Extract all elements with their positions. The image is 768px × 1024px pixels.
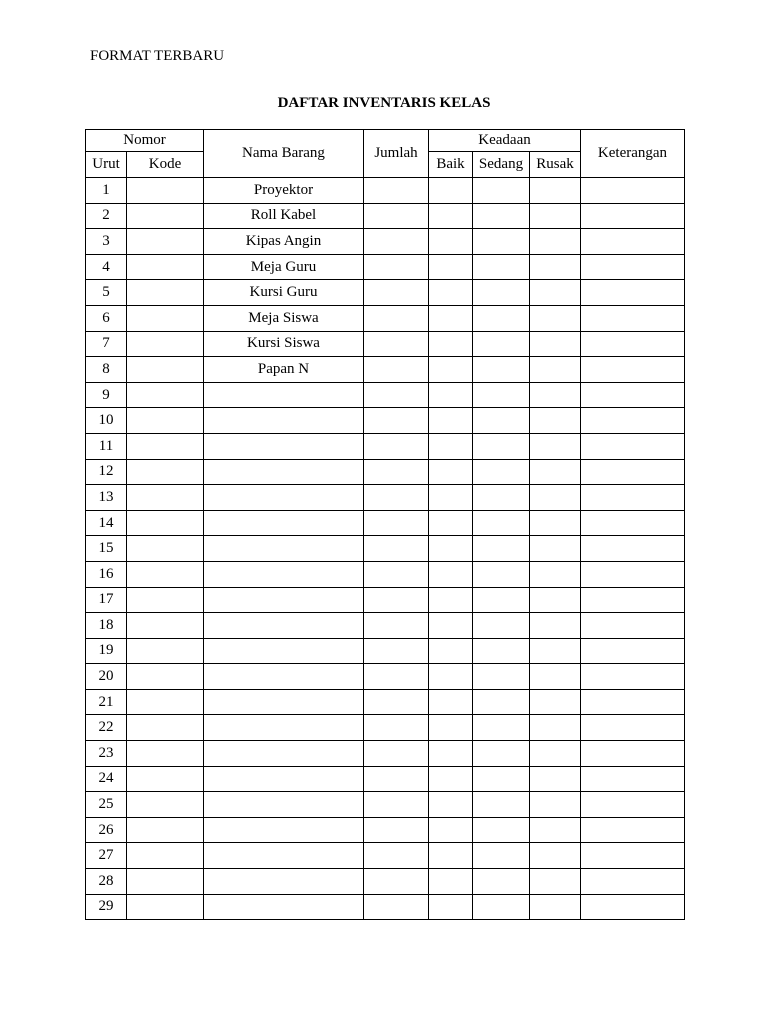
cell-keterangan: [581, 459, 685, 485]
cell-rusak: [530, 664, 581, 690]
cell-keterangan: [581, 715, 685, 741]
cell-jumlah: [364, 280, 429, 306]
cell-sedang: [473, 843, 530, 869]
table-header: [86, 130, 685, 178]
cell-kode: [127, 459, 204, 485]
cell-urut: 3: [86, 229, 127, 255]
cell-sedang: [473, 357, 530, 383]
cell-sedang: [473, 741, 530, 767]
cell-baik: [429, 178, 473, 204]
inventory-table: [85, 129, 685, 920]
cell-jumlah: [364, 766, 429, 792]
header-baik: Baik: [429, 152, 473, 178]
cell-keterangan: [581, 561, 685, 587]
cell-keterangan: [581, 587, 685, 613]
table-row: [86, 203, 685, 229]
cell-nama-barang: Meja Guru: [204, 254, 364, 280]
cell-nama-barang: [204, 741, 364, 767]
cell-baik: [429, 229, 473, 255]
table-row: [86, 305, 685, 331]
cell-rusak: [530, 689, 581, 715]
cell-urut: 21: [86, 689, 127, 715]
cell-keterangan: [581, 613, 685, 639]
cell-nama-barang: [204, 587, 364, 613]
cell-rusak: [530, 203, 581, 229]
cell-jumlah: [364, 843, 429, 869]
cell-rusak: [530, 613, 581, 639]
cell-baik: [429, 485, 473, 511]
cell-jumlah: [364, 587, 429, 613]
cell-sedang: [473, 459, 530, 485]
cell-baik: [429, 664, 473, 690]
table-row: [86, 485, 685, 511]
cell-urut: 7: [86, 331, 127, 357]
cell-kode: [127, 408, 204, 434]
table-row: [86, 869, 685, 895]
cell-rusak: [530, 280, 581, 306]
cell-sedang: [473, 254, 530, 280]
cell-kode: [127, 178, 204, 204]
cell-rusak: [530, 382, 581, 408]
cell-jumlah: [364, 561, 429, 587]
cell-kode: [127, 229, 204, 255]
cell-keterangan: [581, 689, 685, 715]
table-row: [86, 254, 685, 280]
cell-keterangan: [581, 510, 685, 536]
cell-rusak: [530, 459, 581, 485]
cell-urut: 4: [86, 254, 127, 280]
cell-rusak: [530, 817, 581, 843]
cell-urut: 1: [86, 178, 127, 204]
cell-keterangan: [581, 357, 685, 383]
cell-jumlah: [364, 741, 429, 767]
cell-keterangan: [581, 331, 685, 357]
cell-kode: [127, 613, 204, 639]
table-row: [86, 561, 685, 587]
cell-sedang: [473, 817, 530, 843]
cell-baik: [429, 689, 473, 715]
cell-kode: [127, 536, 204, 562]
cell-kode: [127, 587, 204, 613]
cell-jumlah: [364, 408, 429, 434]
cell-jumlah: [364, 485, 429, 511]
cell-baik: [429, 638, 473, 664]
cell-urut: 27: [86, 843, 127, 869]
cell-jumlah: [364, 792, 429, 818]
cell-nama-barang: Meja Siswa: [204, 305, 364, 331]
cell-sedang: [473, 792, 530, 818]
cell-rusak: [530, 843, 581, 869]
cell-rusak: [530, 229, 581, 255]
cell-rusak: [530, 408, 581, 434]
cell-urut: 15: [86, 536, 127, 562]
cell-rusak: [530, 869, 581, 895]
cell-urut: 16: [86, 561, 127, 587]
table-row: [86, 766, 685, 792]
cell-nama-barang: [204, 510, 364, 536]
cell-kode: [127, 382, 204, 408]
cell-sedang: [473, 178, 530, 204]
cell-urut: 5: [86, 280, 127, 306]
cell-baik: [429, 357, 473, 383]
cell-nama-barang: Kursi Guru: [204, 280, 364, 306]
cell-baik: [429, 254, 473, 280]
cell-baik: [429, 715, 473, 741]
cell-urut: 12: [86, 459, 127, 485]
cell-urut: 8: [86, 357, 127, 383]
cell-keterangan: [581, 203, 685, 229]
cell-rusak: [530, 894, 581, 920]
cell-kode: [127, 638, 204, 664]
cell-nama-barang: [204, 485, 364, 511]
cell-jumlah: [364, 536, 429, 562]
cell-keterangan: [581, 280, 685, 306]
cell-baik: [429, 305, 473, 331]
table-row: [86, 894, 685, 920]
cell-urut: 18: [86, 613, 127, 639]
table-row: [86, 280, 685, 306]
cell-sedang: [473, 766, 530, 792]
table-body: [86, 178, 685, 920]
cell-urut: 2: [86, 203, 127, 229]
cell-keterangan: [581, 843, 685, 869]
header-keadaan: Keadaan: [429, 130, 581, 152]
cell-rusak: [530, 510, 581, 536]
cell-urut: 14: [86, 510, 127, 536]
cell-kode: [127, 715, 204, 741]
cell-kode: [127, 817, 204, 843]
cell-nama-barang: [204, 382, 364, 408]
cell-baik: [429, 741, 473, 767]
cell-sedang: [473, 561, 530, 587]
cell-jumlah: [364, 869, 429, 895]
cell-keterangan: [581, 229, 685, 255]
cell-baik: [429, 843, 473, 869]
cell-urut: 24: [86, 766, 127, 792]
cell-nama-barang: Proyektor: [204, 178, 364, 204]
cell-keterangan: [581, 536, 685, 562]
table-row: [86, 459, 685, 485]
cell-jumlah: [364, 689, 429, 715]
cell-nama-barang: [204, 792, 364, 818]
cell-rusak: [530, 741, 581, 767]
table-row: [86, 510, 685, 536]
cell-jumlah: [364, 433, 429, 459]
cell-keterangan: [581, 741, 685, 767]
header-nama-barang: Nama Barang: [204, 130, 364, 178]
cell-nama-barang: [204, 843, 364, 869]
cell-urut: 25: [86, 792, 127, 818]
cell-urut: 10: [86, 408, 127, 434]
cell-sedang: [473, 433, 530, 459]
header-sedang: Sedang: [473, 152, 530, 178]
cell-keterangan: [581, 485, 685, 511]
cell-kode: [127, 510, 204, 536]
table-row: [86, 229, 685, 255]
cell-nama-barang: [204, 894, 364, 920]
cell-keterangan: [581, 766, 685, 792]
cell-jumlah: [364, 715, 429, 741]
cell-urut: 13: [86, 485, 127, 511]
cell-baik: [429, 280, 473, 306]
table-row: [86, 689, 685, 715]
cell-urut: 20: [86, 664, 127, 690]
cell-kode: [127, 869, 204, 895]
cell-keterangan: [581, 408, 685, 434]
cell-sedang: [473, 587, 530, 613]
cell-sedang: [473, 715, 530, 741]
cell-sedang: [473, 382, 530, 408]
cell-keterangan: [581, 254, 685, 280]
table-row: [86, 843, 685, 869]
cell-sedang: [473, 689, 530, 715]
cell-sedang: [473, 408, 530, 434]
cell-baik: [429, 613, 473, 639]
cell-keterangan: [581, 433, 685, 459]
cell-baik: [429, 817, 473, 843]
cell-rusak: [530, 331, 581, 357]
cell-jumlah: [364, 638, 429, 664]
cell-nama-barang: [204, 561, 364, 587]
table-row: [86, 613, 685, 639]
cell-rusak: [530, 792, 581, 818]
cell-nama-barang: Kursi Siswa: [204, 331, 364, 357]
cell-kode: [127, 203, 204, 229]
cell-sedang: [473, 894, 530, 920]
cell-nama-barang: [204, 689, 364, 715]
cell-sedang: [473, 280, 530, 306]
cell-rusak: [530, 178, 581, 204]
table-row: [86, 817, 685, 843]
cell-sedang: [473, 510, 530, 536]
table-row: [86, 433, 685, 459]
cell-jumlah: [364, 894, 429, 920]
cell-nama-barang: [204, 715, 364, 741]
cell-urut: 11: [86, 433, 127, 459]
cell-keterangan: [581, 382, 685, 408]
cell-nama-barang: [204, 433, 364, 459]
cell-urut: 29: [86, 894, 127, 920]
cell-kode: [127, 689, 204, 715]
table-row: [86, 331, 685, 357]
cell-jumlah: [364, 331, 429, 357]
cell-rusak: [530, 638, 581, 664]
cell-jumlah: [364, 510, 429, 536]
cell-urut: 28: [86, 869, 127, 895]
header-urut: Urut: [86, 152, 127, 178]
document-title: DAFTAR INVENTARIS KELAS: [277, 95, 491, 111]
cell-nama-barang: Kipas Angin: [204, 229, 364, 255]
cell-jumlah: [364, 664, 429, 690]
cell-baik: [429, 869, 473, 895]
cell-kode: [127, 561, 204, 587]
cell-baik: [429, 433, 473, 459]
cell-kode: [127, 741, 204, 767]
cell-nama-barang: [204, 664, 364, 690]
cell-jumlah: [364, 382, 429, 408]
format-label: FORMAT TERBARU: [90, 48, 225, 64]
cell-urut: 9: [86, 382, 127, 408]
cell-rusak: [530, 485, 581, 511]
cell-urut: 26: [86, 817, 127, 843]
cell-urut: 17: [86, 587, 127, 613]
cell-nama-barang: [204, 408, 364, 434]
table-row: [86, 664, 685, 690]
cell-keterangan: [581, 178, 685, 204]
cell-sedang: [473, 229, 530, 255]
header-rusak: Rusak: [530, 152, 581, 178]
cell-kode: [127, 254, 204, 280]
cell-keterangan: [581, 792, 685, 818]
cell-baik: [429, 587, 473, 613]
table-row: [86, 638, 685, 664]
cell-keterangan: [581, 638, 685, 664]
table-row: [86, 536, 685, 562]
cell-jumlah: [364, 203, 429, 229]
cell-nama-barang: [204, 869, 364, 895]
cell-sedang: [473, 305, 530, 331]
cell-rusak: [530, 433, 581, 459]
cell-kode: [127, 792, 204, 818]
cell-urut: 6: [86, 305, 127, 331]
cell-urut: 23: [86, 741, 127, 767]
cell-nama-barang: [204, 613, 364, 639]
header-kode: Kode: [127, 152, 204, 178]
cell-rusak: [530, 766, 581, 792]
cell-nama-barang: [204, 459, 364, 485]
cell-sedang: [473, 638, 530, 664]
cell-rusak: [530, 561, 581, 587]
cell-kode: [127, 894, 204, 920]
table-row: [86, 357, 685, 383]
cell-rusak: [530, 715, 581, 741]
table-row: [86, 792, 685, 818]
cell-nama-barang: [204, 817, 364, 843]
cell-jumlah: [364, 305, 429, 331]
cell-sedang: [473, 485, 530, 511]
table-row: [86, 408, 685, 434]
cell-baik: [429, 459, 473, 485]
cell-keterangan: [581, 869, 685, 895]
cell-jumlah: [364, 817, 429, 843]
cell-jumlah: [364, 357, 429, 383]
cell-nama-barang: Papan N: [204, 357, 364, 383]
table-row: [86, 741, 685, 767]
cell-kode: [127, 305, 204, 331]
cell-baik: [429, 561, 473, 587]
cell-baik: [429, 510, 473, 536]
cell-baik: [429, 408, 473, 434]
cell-sedang: [473, 869, 530, 895]
cell-kode: [127, 843, 204, 869]
cell-kode: [127, 331, 204, 357]
cell-keterangan: [581, 817, 685, 843]
cell-rusak: [530, 536, 581, 562]
cell-sedang: [473, 664, 530, 690]
header-jumlah: Jumlah: [364, 130, 429, 178]
cell-keterangan: [581, 305, 685, 331]
cell-jumlah: [364, 613, 429, 639]
table-row: [86, 178, 685, 204]
cell-kode: [127, 766, 204, 792]
cell-keterangan: [581, 894, 685, 920]
cell-kode: [127, 357, 204, 383]
cell-kode: [127, 485, 204, 511]
table-row: [86, 587, 685, 613]
cell-sedang: [473, 613, 530, 639]
cell-nama-barang: Roll Kabel: [204, 203, 364, 229]
cell-baik: [429, 792, 473, 818]
cell-baik: [429, 536, 473, 562]
cell-sedang: [473, 203, 530, 229]
cell-rusak: [530, 305, 581, 331]
cell-keterangan: [581, 664, 685, 690]
cell-rusak: [530, 587, 581, 613]
cell-baik: [429, 382, 473, 408]
cell-baik: [429, 203, 473, 229]
cell-urut: 22: [86, 715, 127, 741]
cell-rusak: [530, 254, 581, 280]
cell-kode: [127, 433, 204, 459]
cell-jumlah: [364, 254, 429, 280]
cell-kode: [127, 664, 204, 690]
cell-jumlah: [364, 459, 429, 485]
cell-sedang: [473, 331, 530, 357]
header-keterangan: Keterangan: [581, 130, 685, 178]
table-row: [86, 715, 685, 741]
cell-baik: [429, 894, 473, 920]
cell-sedang: [473, 536, 530, 562]
cell-rusak: [530, 357, 581, 383]
cell-nama-barang: [204, 536, 364, 562]
table-row: [86, 382, 685, 408]
cell-jumlah: [364, 229, 429, 255]
cell-baik: [429, 766, 473, 792]
header-nomor: Nomor: [86, 130, 204, 152]
cell-nama-barang: [204, 638, 364, 664]
cell-urut: 19: [86, 638, 127, 664]
cell-baik: [429, 331, 473, 357]
cell-jumlah: [364, 178, 429, 204]
cell-kode: [127, 280, 204, 306]
cell-nama-barang: [204, 766, 364, 792]
